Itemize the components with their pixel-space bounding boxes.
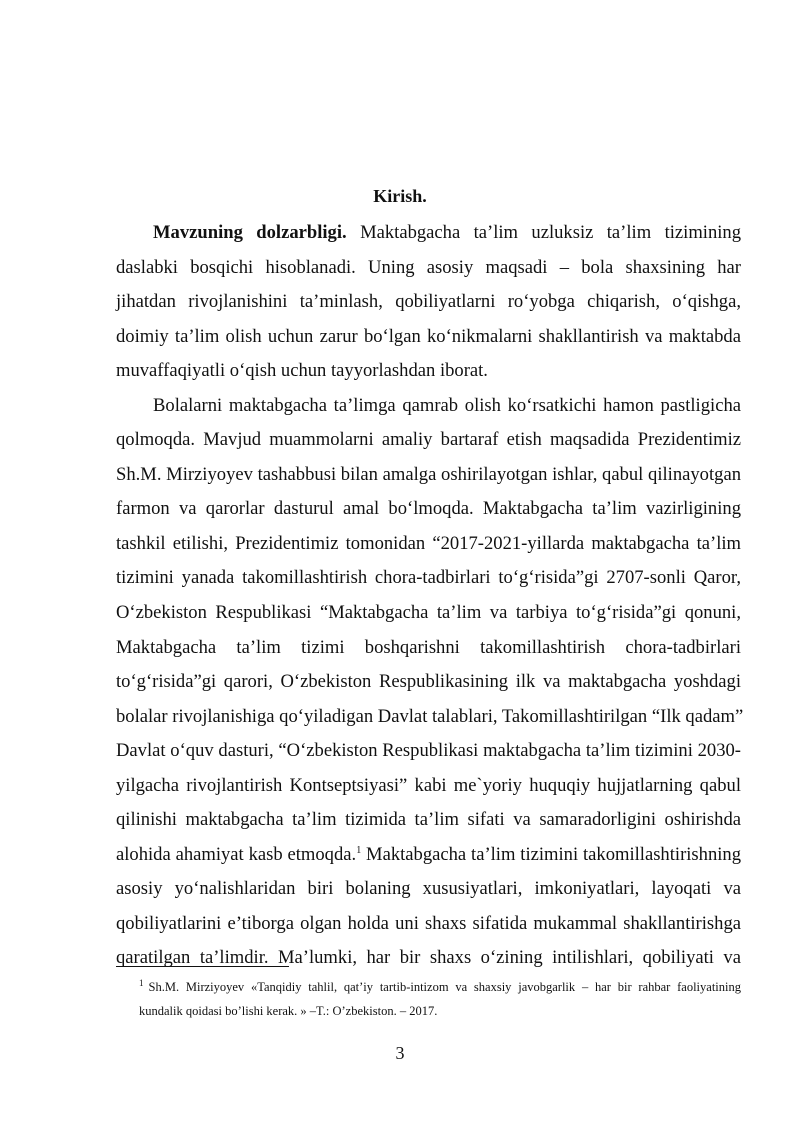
paragraph-line: muvaffaqiyatli o‘qish uchun tayyorlashdan iborat. (116, 360, 488, 382)
paragraph-line-text: Maktabgacha ta’lim tizimini takomillashtirishning (361, 843, 742, 865)
body-text (116, 216, 744, 976)
footnote-line: kundalik qoidasi bo’lishi kerak. » –T.: O’zbekiston. – 2017. (139, 1004, 438, 1018)
paragraph-line: tizimini yanada takomillashtirish chora-tadbirlari to‘g‘risida”gi 2707-sonli Qaror, (116, 567, 741, 589)
paragraph-line: asosiy yo‘nalishlaridan biri bolaning xususiyatlari, imkoniyatlari, layoqati va (116, 878, 741, 900)
paragraph-line-text: alohida ahamiyat kasb etmoqda. (116, 843, 357, 865)
paragraph-line: Sh.M. Mirziyoyev tashabbusi bilan amalga oshirilayotgan ishlar, qabul qilinayotgan (116, 463, 741, 485)
paragraph-line: tashkil etilishi, Prezidentimiz tomonidan “2017-2021-yillarda maktabgacha ta’lim (116, 532, 741, 554)
paragraph-line: qilinishi maktabgacha ta’lim tizimida ta’lim sifati va samaradorligini oshirishda (116, 809, 741, 831)
paragraph-line-text: Maktabgacha ta’lim uzluksiz ta’lim tizimining (346, 222, 741, 243)
footnote-divider (116, 966, 289, 967)
paragraph-line: qobiliyatlarini e’tiborga olgan holda uni shaxs sifatida mukammal shakllantirishga (116, 912, 741, 934)
paragraph-line: Maktabgacha ta’lim tizimi boshqarishni takomillashtirish chora-tadbirlari (116, 636, 741, 658)
footnote-line (139, 975, 741, 999)
paragraph-line (116, 838, 741, 873)
paragraph-line: bolalar rivojlanishiga qo‘yiladigan Davlat talablari, Takomillashtirilgan “Ilk qadam” (116, 705, 744, 727)
paragraph-line: yilgacha rivojlantirish Kontseptsiyasi” kabi me`yoriy huquqiy hujjatlarning qabul (116, 774, 741, 796)
paragraph-line: Bolalarni maktabgacha ta’limga qamrab olish ko‘rsatkichi hamon pastligicha (153, 394, 741, 416)
paragraph-line: O‘zbekiston Respublikasi “Maktabgacha ta’lim va tarbiya to‘g‘risida”gi qonuni, (116, 602, 741, 624)
footnote (139, 975, 741, 1023)
paragraph-line: to‘g‘risida”gi qarori, O‘zbekiston Respublikasining ilk va maktabgacha yoshdagi (116, 671, 741, 693)
lead-term: Mavzuning dolzarbligi. (153, 222, 347, 243)
paragraph-line: doimiy ta’lim olish uchun zarur bo‘lgan ko‘nikmalarni shakllantirish va maktabda (116, 325, 741, 347)
paragraph-line: farmon va qarorlar dasturul amal bo‘lmoqda. Maktabgacha ta’lim vazirligining (116, 498, 741, 520)
paragraph-line: qolmoqda. Mavjud muammolarni amaliy bartaraf etish maqsadida Prezidentimiz (116, 429, 741, 451)
footnote-number: 1 (139, 978, 144, 988)
footnote-reference[interactable]: 1 (356, 844, 362, 856)
paragraph-line: jihatdan rivojlanishini ta’minlash, qobiliyatlarni ro‘yobga chiqarish, o‘qishga, (116, 291, 741, 313)
paragraph-line (116, 216, 741, 251)
paragraph-line: Davlat o‘quv dasturi, “O‘zbekiston Respublikasi maktabgacha ta’lim tizimini 2030- (116, 740, 741, 762)
section-heading: Kirish. (373, 186, 427, 206)
footnote-text: Sh.M. Mirziyoyev «Tanqidiy tahlil, qat’iy tartib-intizom va shaxsiy javobgarlik – har bir rahbar faoliyatining (148, 980, 741, 994)
paragraph-line: daslabki bosqichi hisoblanadi. Uning asosiy maqsadi – bola shaxsining har (116, 256, 741, 278)
page-number: 3 (395, 1043, 405, 1063)
paragraph-line: qaratilgan ta’limdir. Ma’lumki, har bir shaxs o‘zining intilishlari, qobiliyati va (116, 947, 741, 969)
